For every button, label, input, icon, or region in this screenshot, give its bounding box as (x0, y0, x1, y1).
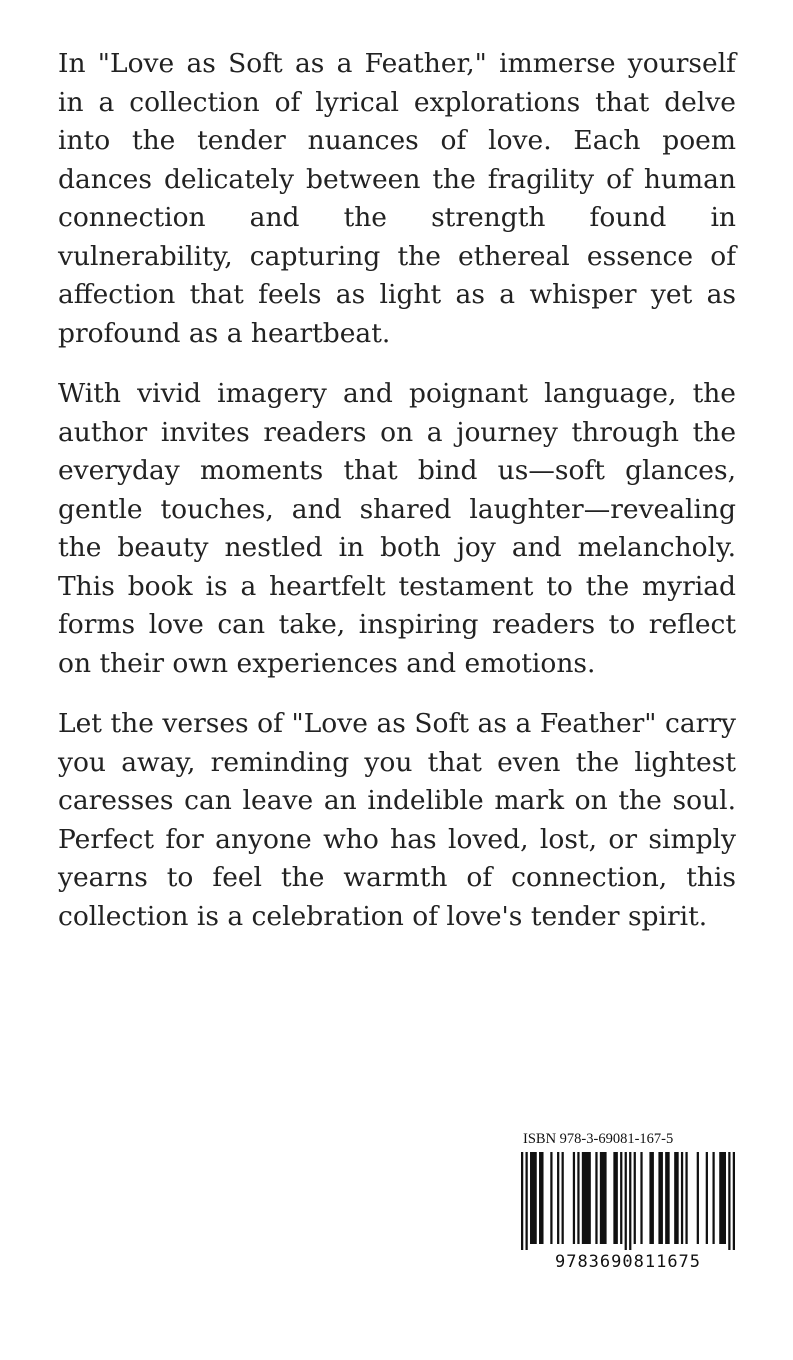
barcode-bar (674, 1152, 679, 1244)
barcode-bar (681, 1152, 683, 1244)
isbn-barcode-block (521, 1130, 735, 1278)
barcode-bar (582, 1152, 591, 1244)
barcode-bar (557, 1152, 559, 1244)
barcode-bar (665, 1152, 670, 1244)
blurb-paragraph-3: Let the verses of "Love as Soft as a Feather" carry you away, reminding you that even the lightest caresses can leave an indelible mark on the soul. Perfect for anyone who has loved, lost, or simply yearns to feel the warmth of connection, this collection is a celebration of love's tender spirit. (58, 708, 736, 932)
barcode-bar (562, 1152, 564, 1244)
barcode-bar (719, 1152, 726, 1244)
barcode-guard-bar (728, 1152, 730, 1250)
barcode-bar (613, 1152, 618, 1244)
barcode-bar (539, 1152, 544, 1244)
barcode-bar (573, 1152, 575, 1244)
barcode-bar (658, 1152, 663, 1244)
barcode-bar (697, 1152, 699, 1244)
barcode-bar (706, 1152, 708, 1244)
barcode-guard-bar (526, 1152, 528, 1250)
barcode-bar (530, 1152, 537, 1244)
barcode-guard-bar (733, 1152, 735, 1250)
barcode-guard-bar (521, 1152, 523, 1250)
isbn-number: 9783690811675 (554, 1252, 702, 1272)
blurb-paragraph-2: With vivid imagery and poignant language, the author invites readers on a journey through the everyday moments that bind us—soft glances, gentle touches, and shared laughter—revealing the beauty nestled in both joy and melancholy. This book is a heartfelt testament to the myriad forms love can take, inspiring readers to reflect on their own experiences and emotions. (58, 378, 736, 679)
barcode-image (521, 1152, 735, 1250)
barcode-bar (620, 1152, 622, 1244)
barcode-guard-bar (629, 1152, 631, 1250)
isbn-label: ISBN 978-3-69081-167-5 (523, 1131, 674, 1147)
barcode-bar (600, 1152, 607, 1244)
barcode-bar (649, 1152, 654, 1244)
back-cover-blurb (58, 45, 736, 958)
barcode-bar (634, 1152, 636, 1244)
barcode-bar (550, 1152, 552, 1244)
blurb-paragraph-1: In "Love as Soft as a Feather," immerse yourself in a collection of lyrical explorations that delve into the tender nuances of love. Each poem dances delicately between the fragility of human connection and the strength found in vulnerability, capturing the ethereal essence of affection that feels as light as a whisper yet as profound as a heartbeat. (58, 48, 736, 349)
barcode-guard-bar (625, 1152, 627, 1250)
barcode-bar (640, 1152, 642, 1244)
barcode-bar (685, 1152, 687, 1244)
barcode-bar (595, 1152, 597, 1244)
barcode-bar (712, 1152, 714, 1244)
barcode-bar (577, 1152, 579, 1244)
